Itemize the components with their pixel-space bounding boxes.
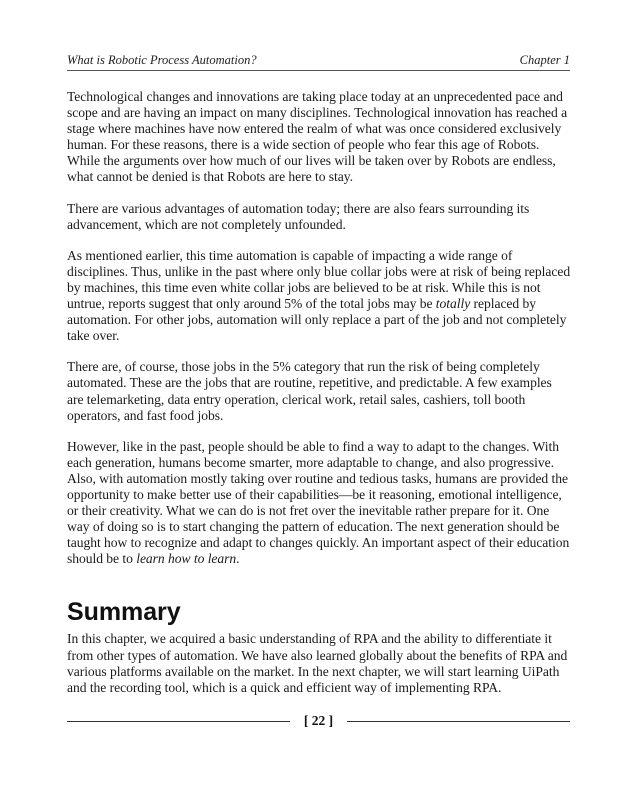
paragraph: There are, of course, those jobs in the 5% category that run the risk of being completely automated. These are the jobs that are routine, repetitive, and predictable. A few examples are telemarketing, data entry operation, clerical work, retail sales, cashiers, toll booth operators, and fast food jobs.	[67, 359, 552, 423]
header-rule	[67, 70, 570, 71]
emphasis-text: totally	[435, 296, 471, 312]
paragraph-text: .	[236, 551, 240, 567]
running-header-title: What is Robotic Process Automation?	[67, 53, 257, 67]
paragraph-text: As mentioned earlier, this time automation is capable of impacting a wide range of disciplines. Thus, unlike in the past where only blue collar jobs were at risk of being replaced by machines, this time even white collar jobs are believed to be at risk. While this is not untrue, reports suggest that only around 5% of the total jobs may be	[67, 247, 571, 312]
emphasis-text: learn how to learn	[136, 551, 237, 567]
paragraph	[67, 439, 571, 568]
page-body	[67, 89, 571, 711]
running-header-chapter: Chapter 1	[519, 53, 570, 67]
summary-paragraph: In this chapter, we acquired a basic understanding of RPA and the ability to differentiate it from other types of automation. We have also learned globally about the benefits of RPA and various platforms available on the market. In the next chapter, we will start learning UiPath and the recording tool, which is a quick and efficient way of implementing RPA.	[67, 631, 568, 695]
paragraph: There are various advantages of automation today; there are also fears surrounding its advancement, which are not completely unfounded.	[67, 200, 530, 232]
paragraph-text: However, like in the past, people should be able to find a way to adapt to the changes. With each generation, humans become smarter, more adaptable to change, and also progressive. Also, with automation mostly taking over routine and tedious tasks, humans are provided the opportunity to make better use of their capabilities—be it reasoning, emotional intelligence, or their creativity. What we can do is not fret over the inevitable rather prepare for it. One way of doing so is to start changing the pattern of education. The next generation should be taught how to recognize and adapt to changes quickly. An important aspect of their education should be to	[67, 438, 570, 567]
section-heading-summary: Summary	[67, 598, 181, 627]
paragraph	[67, 248, 571, 345]
paragraph: Technological changes and innovations are taking place today at an unprecedented pace and scope and are having an impact on many disciplines. Technological innovation has reached a stage where machines have now entered the realm of what was once considered exclusively human. For these reasons, there is a wide section of people who fear this age of Robots. While the arguments over how much of our lives will be taken over by Robots are endless, what cannot be denied is that Robots are here to stay.	[67, 89, 568, 185]
page-number: [ 22 ]	[303, 713, 334, 728]
footer-rule-left	[67, 721, 290, 722]
footer-rule-right	[347, 721, 570, 722]
running-header	[67, 53, 570, 68]
page-footer	[67, 711, 570, 731]
paragraph-text: replaced by automation. For other jobs, automation will only replace a part of the job and not completely take over.	[67, 296, 567, 344]
